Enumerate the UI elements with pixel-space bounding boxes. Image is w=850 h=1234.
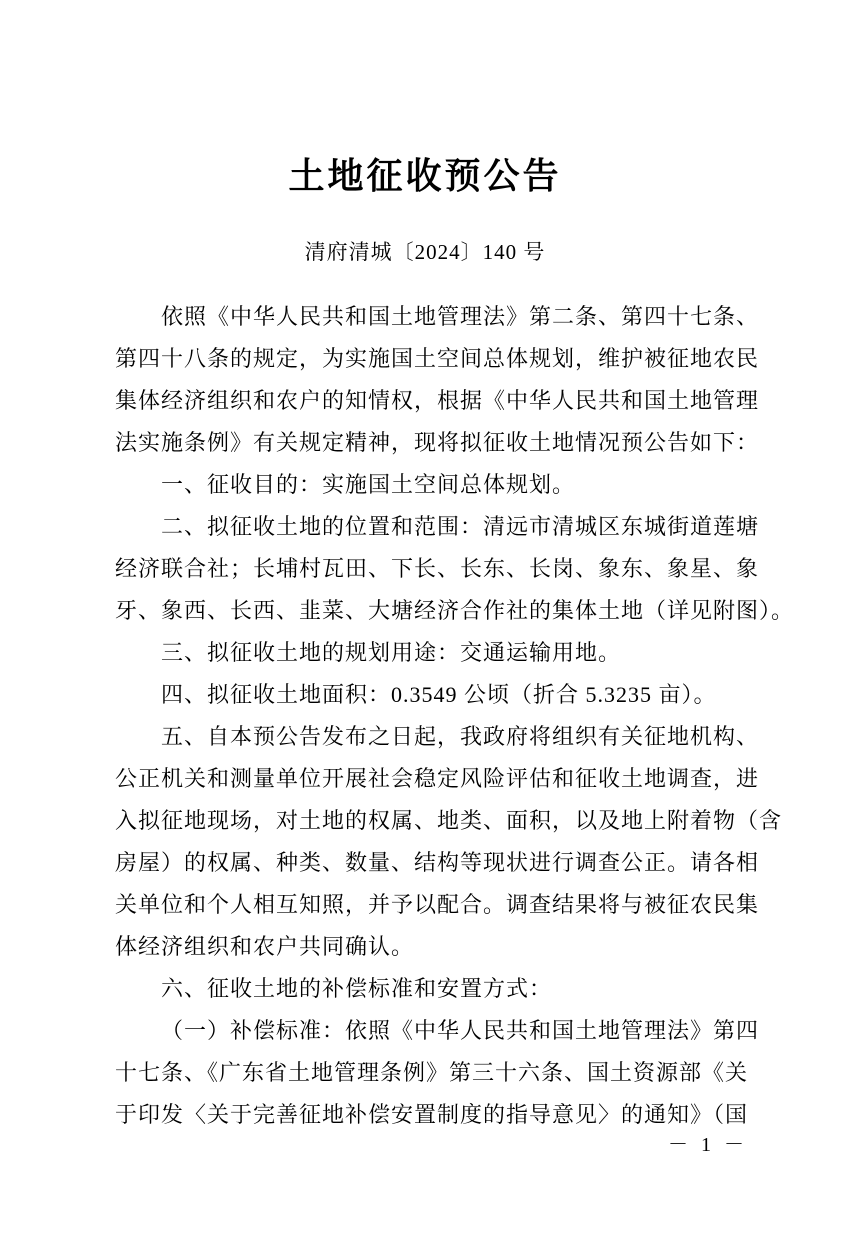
- body-line: 牙、象西、长西、韭菜、大塘经济合作社的集体土地（详见附图）。: [115, 598, 795, 623]
- body-line: 一、征收目的：实施国土空间总体规划。: [161, 472, 576, 497]
- body-line: 五、自本预公告发布之日起，我政府将组织有关征地机构、: [161, 724, 760, 749]
- body-line: 三、拟征收土地的规划用途：交通运输用地。: [161, 640, 622, 665]
- body-line: 第四十八条的规定，为实施国土空间总体规划，维护被征地农民: [115, 346, 760, 371]
- page-number: － 1 －: [668, 1134, 748, 1156]
- body-line: 法实施条例》有关规定精神，现将拟征收土地情况预公告如下：: [115, 430, 760, 455]
- body-line: 四、拟征收土地面积：0.3549 公顷（折合 5.3235 亩）。: [161, 682, 717, 707]
- body-line: 入拟征地现场，对土地的权属、地类、面积，以及地上附着物（含: [115, 808, 783, 833]
- body-line: 依照《中华人民共和国土地管理法》第二条、第四十七条、: [161, 304, 760, 329]
- body-line: 集体经济组织和农户的知情权，根据《中华人民共和国土地管理: [115, 388, 760, 413]
- body-line: 十七条、《广东省土地管理条例》第三十六条、国土资源部《关: [115, 1060, 749, 1085]
- body-line: 体经济组织和农户共同确认。: [115, 934, 415, 959]
- body-line: 房屋）的权属、种类、数量、结构等现状进行调查公正。请各相: [115, 850, 760, 875]
- document-title: 土地征收预公告: [288, 156, 562, 196]
- body-line: 经济联合社；长埔村瓦田、下长、长东、长岗、象东、象星、象: [115, 556, 760, 581]
- body-line: （一）补偿标准：依照《中华人民共和国土地管理法》第四: [161, 1018, 760, 1043]
- body-line: 于印发〈关于完善征地补偿安置制度的指导意见〉的通知》（国: [115, 1102, 749, 1127]
- document-body: [115, 296, 795, 1136]
- document-number: 清府清城〔2024〕140 号: [304, 240, 546, 264]
- body-line: 二、拟征收土地的位置和范围：清远市清城区东城街道莲塘: [161, 514, 760, 539]
- body-line: 公正机关和测量单位开展社会稳定风险评估和征收土地调查，进: [115, 766, 760, 791]
- body-line: 六、征收土地的补偿标准和安置方式：: [161, 976, 553, 1001]
- body-line: 关单位和个人相互知照，并予以配合。调查结果将与被征农民集: [115, 892, 760, 917]
